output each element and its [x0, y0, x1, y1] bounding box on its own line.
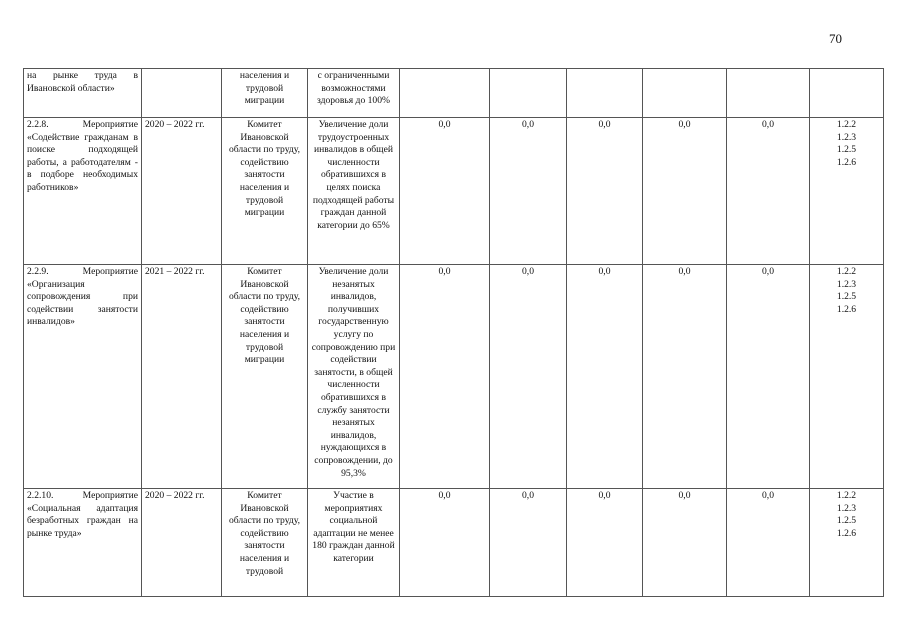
value-cell — [400, 69, 490, 118]
value-cell: 0,0 — [727, 489, 810, 597]
value-cell: 0,0 — [490, 265, 567, 489]
value-cell: 0,0 — [727, 118, 810, 265]
codes-cell — [810, 118, 884, 265]
indicator-cell: с ограниченными возможностями здоровья до 100% — [308, 69, 400, 118]
codes-cell — [810, 265, 884, 489]
code-item: 1.2.5 — [836, 515, 857, 527]
activity-name-cell: 2.2.9. Мероприятие «Организация сопровождения при содействии занятости инвалидов» — [24, 265, 142, 489]
code-item: 1.2.3 — [836, 502, 857, 514]
activity-name-cell: 2.2.8. Мероприятие «Содействие гражданам в поиске подходящей работы, а работодателям - в подборе необходимых работников» — [24, 118, 142, 265]
code-item: 1.2.3 — [836, 131, 857, 143]
page-number: 70 — [829, 31, 842, 46]
value-cell: 0,0 — [643, 489, 727, 597]
codes-cell — [810, 489, 884, 597]
value-cell: 0,0 — [400, 265, 490, 489]
value-cell — [490, 69, 567, 118]
executor-cell: Комитет Ивановской области по труду, содействию занятости населения и трудовой миграции — [222, 118, 308, 265]
indicator-cell: Увеличение доли трудоустроенных инвалидов в общей численности обратившихся в целях поиска подходящей работы граждан данной категории до 65% — [308, 118, 400, 265]
period-cell — [142, 69, 222, 118]
code-item: 1.2.5 — [836, 291, 857, 303]
value-cell — [643, 69, 727, 118]
code-item: 1.2.2 — [836, 119, 857, 130]
value-cell: 0,0 — [400, 118, 490, 265]
value-cell: 0,0 — [400, 489, 490, 597]
value-cell: 0,0 — [727, 265, 810, 489]
program-table — [23, 68, 884, 597]
value-cell: 0,0 — [643, 118, 727, 265]
code-item: 1.2.3 — [836, 278, 857, 290]
value-cell — [567, 69, 643, 118]
value-cell: 0,0 — [567, 265, 643, 489]
code-item: 1.2.5 — [836, 144, 857, 156]
executor-cell: Комитет Ивановской области по труду, содействию занятости населения и трудовой — [222, 489, 308, 597]
indicator-cell: Увеличение доли незанятых инвалидов, получивших государственную услугу по сопровождению при содействии занятости, в общей численности обратившихся в службу занятости незанятых инвалидов, нуждающихся в сопровождении, до 95,3% — [308, 265, 400, 489]
value-cell: 0,0 — [643, 265, 727, 489]
period-cell: 2020 – 2022 гг. — [142, 489, 222, 597]
value-cell: 0,0 — [567, 489, 643, 597]
code-item: 1.2.2 — [836, 266, 857, 277]
value-cell: 0,0 — [490, 118, 567, 265]
executor-cell: Комитет Ивановской области по труду, содействию занятости населения и трудовой миграции — [222, 265, 308, 489]
value-cell: 0,0 — [490, 489, 567, 597]
code-item: 1.2.6 — [836, 156, 857, 168]
period-cell: 2020 – 2022 гг. — [142, 118, 222, 265]
period-cell: 2021 – 2022 гг. — [142, 265, 222, 489]
activity-name-cell: на рынке труда в Ивановской области» — [24, 69, 142, 118]
indicator-cell: Участие в мероприятиях социальной адаптации не менее 180 граждан данной категории — [308, 489, 400, 597]
table-row — [24, 118, 884, 265]
table-row — [24, 69, 884, 118]
table-row — [24, 489, 884, 597]
activity-name-cell: 2.2.10. Мероприятие «Социальная адаптация безработных граждан на рынке труда» — [24, 489, 142, 597]
table-row — [24, 265, 884, 489]
code-item: 1.2.2 — [836, 490, 857, 501]
value-cell: 0,0 — [567, 118, 643, 265]
executor-cell: населения и трудовой миграции — [222, 69, 308, 118]
code-item: 1.2.6 — [836, 527, 857, 539]
codes-cell — [810, 69, 884, 118]
value-cell — [727, 69, 810, 118]
code-item: 1.2.6 — [836, 303, 857, 315]
